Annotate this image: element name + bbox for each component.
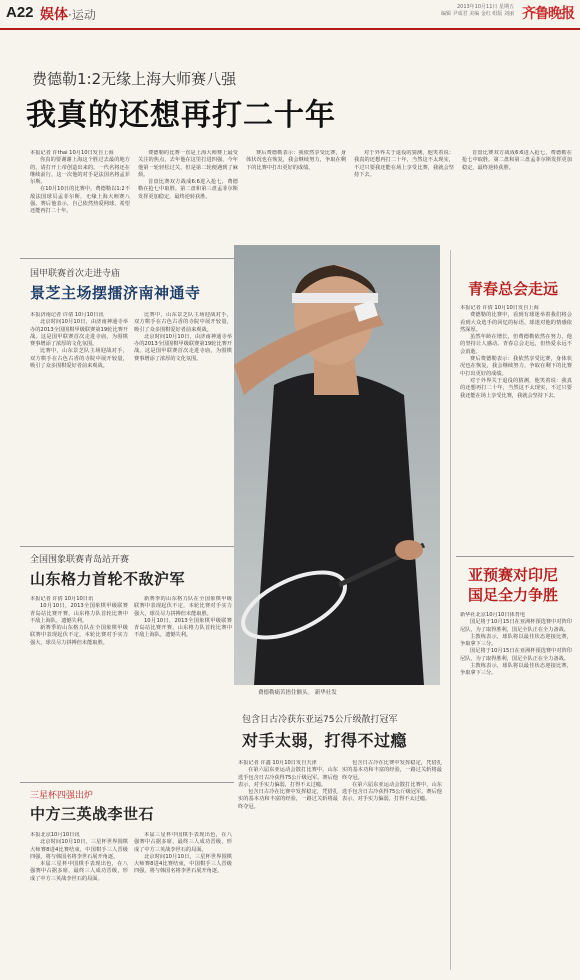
story-five-column-1	[238, 760, 338, 972]
story-five-byline: 本报记者 许鑫 10月10日发自天津	[238, 760, 317, 766]
story-three-paragraph: 新赛季的山东格力队在全国象棋甲级联赛中表现起伏不定，本轮比赛对手实力强大，球员尽力拼搏但未能取胜。	[30, 625, 128, 646]
story-four-paragraph: 本届三星杯中国棋手表现出色，在八强赛中占据多席，最终三人成功晋级，形成了中方三英战李世石的局面。	[30, 861, 128, 882]
photo-illustration	[234, 245, 440, 685]
story-two-paragraph: 北京时间10月10日，由济南神通寺举办的2013全国围棋甲级联赛第19轮比赛开战。这是国甲联赛首次走进寺庙，为围棋赛事增添了浓厚的文化氛围。	[30, 319, 128, 348]
sidebar-one-byline: 本报记者 许倩 10月10日发自上海	[460, 305, 539, 311]
main-story-paragraph: 对于外界关于退役的猜测，他笑着说：我真的还想再打二十年，当然这不太现实，不过只要我还能在场上享受比赛，我就会坚持下去。	[354, 150, 454, 178]
story-five-headline: 对手太弱，打得不过瘾	[242, 731, 408, 750]
section-name: 娱体	[40, 7, 68, 23]
main-story-lead: 你真的要谢谢上海这个胜过去最的地方的，请打开上帝创造出来的。一代名将还在继续前行，这一次他的对手是法国名将孟菲尔斯。	[30, 157, 130, 186]
sidebar-two-paragraph: 国足将于10月15日在亚洲杯预选赛中对阵印尼队，为了取得胜利，国足全队正在全力备战。	[460, 619, 572, 633]
main-story-paragraph: 赛后费德勒表示：我依然享受比赛，身体状况也在恢复，我会继续努力，争取在剩下的比赛中打出更好的成绩。	[246, 150, 346, 171]
federer-photo	[234, 245, 440, 685]
sidebar-one-paragraph: 对于外界关于退役的猜测，他笑着说：我真的还想再打二十年，当然这不太现实，不过只要我还能在场上享受比赛，我就会坚持下去。	[460, 377, 572, 399]
issue-date: 2013年10月11日 星期五	[456, 4, 514, 10]
story-five-kicker: 包含日古冷获东亚运75公斤级散打冠军	[242, 715, 398, 725]
story-three-byline: 本报记者 许倩 10月10日讯	[30, 596, 94, 602]
main-story-paragraph: 首盘比赛双方战成6:6进入抢七，费德勒在抢七中取胜。第二盘和第三盘孟菲尔斯发挥更加稳定，最终逆转获胜。	[462, 150, 572, 171]
main-story-column-1	[30, 150, 130, 258]
story-three-column-2	[134, 596, 232, 776]
story-two-column-1	[30, 312, 128, 542]
story-five-paragraph: 在第六届东亚运动会散打比赛中，山东选手包含日古冷获得75公斤级冠军。赛后他表示，对手实力偏弱，打得不太过瘾。	[238, 767, 338, 788]
newspaper-masthead: 齐鲁晚报	[522, 6, 574, 22]
main-story-byline: 本报记者 许thai 10月10日发自上海	[30, 150, 114, 156]
story-two-paragraph: 比赛中，山东景芝队主场迎战对手，双方棋手在古色古香的寺院中展开较量，吸引了众多围棋爱好者前来观战。	[30, 348, 128, 370]
divider	[20, 782, 234, 783]
story-four-paragraph: 北京时间10月10日，三星杯世界围棋大师赛8进4比赛结束，中国棋手三人晋级四强，将与韩国名将李世石展开角逐。	[134, 853, 232, 875]
story-four-headline: 中方三英战李世石	[30, 805, 155, 823]
divider	[456, 556, 574, 557]
story-four-column-2	[134, 832, 232, 972]
column-divider	[450, 250, 451, 970]
story-two-byline: 本报济南记者 许倩 10月10日讯	[30, 312, 104, 318]
sidebar-one-paragraph: 费德勒的比赛中，看到有球迷举着我们将会看到大众选手的回忆的标语，球迷对他的情感依然深厚。	[460, 312, 572, 333]
story-four-paragraph: 本届三星杯中国棋手表现出色，在八强赛中占据多席，最终三人成功晋级，形成了中方三英战李世石的局面。	[134, 832, 232, 853]
story-two-column-2	[134, 312, 232, 542]
story-five-paragraph: 在第六届东亚运动会散打比赛中，山东选手包含日古冷获得75公斤级冠军。赛后他表示，对手实力偏弱，打得不太过瘾。	[342, 781, 442, 803]
dateline	[441, 4, 514, 18]
sidebar-one-paragraph: 虽然年龄在增长，但费德勒依然在努力，他的坚持让人感动。青春总会走远，但热爱永远不会消逝。	[460, 334, 572, 355]
photo-caption: 费德勒痛苦捂住额头。 新华社发	[258, 690, 337, 696]
story-five-column-2	[342, 760, 442, 972]
story-two-headline: 景芝主场摆擂济南神通寺	[30, 284, 201, 302]
editor-credits: 编辑 尹成君 美编 金红 组版 刘丽	[441, 11, 514, 17]
sidebar-two-byline: 新华社北京10月10日体育电	[460, 612, 526, 618]
main-story-column-2	[138, 150, 238, 245]
story-four-column-1	[30, 832, 128, 972]
sidebar-one-body	[460, 305, 572, 555]
main-story-column-3	[246, 150, 346, 245]
main-story-paragraph: 费德勒的比赛一直是上海大师赛上最受关注的焦点，去年他在这里打进四强，今年他第一轮轻松过关，但是第二轮便遇到了麻烦。	[138, 150, 238, 178]
sidebar-two-paragraph: 主教练表示，球队将以最佳状态迎接比赛，争取拿下三分。	[460, 633, 572, 648]
page-header	[0, 0, 580, 30]
divider	[20, 546, 234, 547]
main-story-column-4	[354, 150, 454, 245]
story-three-column-1	[30, 596, 128, 776]
section-title	[40, 4, 96, 24]
subsection-name: ·运动	[68, 8, 96, 22]
main-story-column-5	[462, 150, 572, 245]
sidebar-two-body	[460, 612, 572, 972]
story-three-headline: 山东格力首轮不敌沪军	[30, 570, 186, 588]
story-three-kicker: 全国围象联赛青岛站开赛	[30, 555, 130, 565]
story-four-paragraph: 北京时间10月10日，三星杯世界围棋大师赛8进4比赛结束，中国棋手三人晋级四强，将与韩国名将李世石展开角逐。	[30, 839, 128, 860]
story-four-byline: 本报北京10月10日讯	[30, 832, 80, 838]
story-three-paragraph: 10月10日，2013全国象棋甲级联赛青岛站比赛开赛，山东格力队首轮比赛中不敌上海队，遗憾失利。	[30, 603, 128, 624]
sidebar-two-paragraph: 主教练表示，球队将以最佳状态迎接比赛，争取拿下三分。	[460, 663, 572, 677]
story-four-kicker: 三星杯四强出炉	[30, 791, 94, 801]
main-story-kicker: 费德勒1:2无缘上海大师赛八强	[32, 70, 237, 88]
sidebar-two-paragraph: 国足将于10月15日在亚洲杯预选赛中对阵印尼队，为了取得胜利，国足全队正在全力备战。	[460, 648, 572, 662]
main-story-paragraph: 在10月10日的比赛中，费德勒以1:2不敌法国球员孟菲尔斯，无缘上海大师赛八强。赛后他表示，自己依然热爱网球，希望还能再打二十年。	[30, 186, 130, 215]
sidebar-two-headline: 亚预赛对印尼 国足全力争胜	[468, 566, 559, 604]
sidebar-one-paragraph: 赛后费德勒表示：我依然享受比赛，身体状况也在恢复，我会继续努力，争取在剩下的比赛中打出更好的成绩。	[460, 356, 572, 377]
story-two-paragraph: 北京时间10月10日，由济南神通寺举办的2013全国围棋甲级联赛第19轮比赛开战。这是国甲联赛首次走进寺庙，为围棋赛事增添了浓厚的文化氛围。	[134, 333, 232, 362]
sidebar-one-headline: 青春总会走远	[468, 280, 559, 298]
story-two-kicker: 国甲联赛首次走进寺庙	[30, 269, 121, 279]
page-number: A22	[6, 4, 34, 21]
divider	[20, 258, 234, 259]
main-story-headline: 我真的还想再打二十年	[26, 98, 336, 133]
story-three-paragraph: 10月10日，2013全国象棋甲级联赛青岛站比赛开赛，山东格力队首轮比赛中不敌上海队，遗憾失利。	[134, 617, 232, 639]
story-three-paragraph: 新赛季的山东格力队在全国象棋甲级联赛中表现起伏不定，本轮比赛对手实力强大，球员尽力拼搏但未能取胜。	[134, 596, 232, 617]
main-story-paragraph: 首盘比赛双方战成6:6进入抢七，费德勒在抢七中取胜。第二盘和第三盘孟菲尔斯发挥更加稳定，最终逆转获胜。	[138, 179, 238, 200]
story-five-paragraph: 包含日古冷在比赛中发挥稳定，凭借扎实的基本功和丰富的经验，一路过关斩将最终夺冠。	[342, 760, 442, 781]
story-five-paragraph: 包含日古冷在比赛中发挥稳定，凭借扎实的基本功和丰富的经验，一路过关斩将最终夺冠。	[238, 789, 338, 810]
story-two-paragraph: 比赛中，山东景芝队主场迎战对手，双方棋手在古色古香的寺院中展开较量，吸引了众多围棋爱好者前来观战。	[134, 312, 232, 333]
